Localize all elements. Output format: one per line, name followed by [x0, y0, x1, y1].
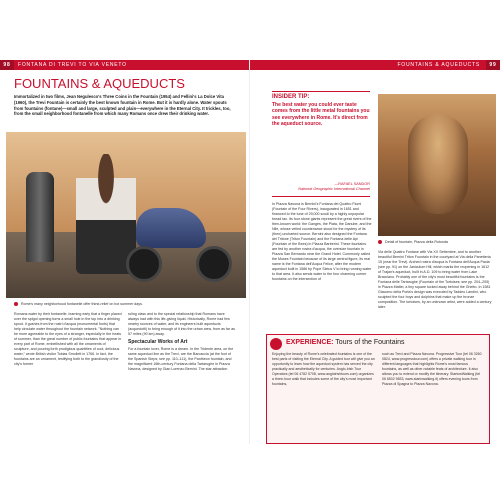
insider-rule-bottom	[272, 196, 370, 197]
left-column-1	[14, 312, 122, 369]
intro-paragraph: Immortalized in two films, Jean Negulesco's Three Coins in the Fountain (1954) and Fellini's La Dolce Vita (1960), the Trevi Fountain is certainly the best known fountain in Rome. But it is hardly alone. Water spouts from fountains (fontane)—small and large, sculpted and plain—everywhere in the Eternal City. It trickles, too, from the small neighborhood fontanelle from which many Romans once drew their drinking water.	[14, 94, 231, 117]
experience-column-2	[382, 352, 484, 387]
photo-caption-left: Rome's many neighborhood fontanelle offer thirst-relief on hot summer days.	[14, 302, 240, 306]
experience-badge-icon	[270, 338, 282, 350]
section-heading-works-of-art: Spectacular Works of Art	[128, 339, 188, 345]
left-col2-text-b: For a fountain lover, Rome is a dream. In the Tridente area, on the same aqueduct line as the Trevi, are the Barcaccia (at the foot of the Spanish Steps; see pp. 110–111), the Pantheon fountain, and the magnificent 16th-century Fontana della Tartarughe in Piazza Navona, designed by Gian Lorenzo Bernini. The star attraction	[128, 347, 234, 371]
left-col2-text: ruling class and to the special relationship that Romans have always had with this life-giving liquid. Historically, Rome had few nearby sources of water, and its engineers built aqueducts (acquedotti) to bring enough of it into the urban area, from as far as 57 miles (90 km) away.	[128, 312, 235, 336]
left-page	[0, 60, 250, 444]
running-head-text-left: FONTANA DI TREVI TO VIA VENETO	[18, 62, 127, 68]
experience-title	[286, 339, 405, 346]
insider-tip-title: INSIDER TIP:	[272, 94, 310, 100]
rotonda-fountain-photo	[378, 94, 496, 236]
right-column-2	[378, 250, 492, 312]
page-number-left: 98	[0, 60, 14, 70]
left-column-2	[128, 312, 236, 374]
experience-heading: Tours of the Fountains	[335, 339, 405, 346]
experience-label: EXPERIENCE:	[286, 339, 334, 346]
page-number-right: 99	[486, 60, 500, 70]
fontanella-figure	[26, 172, 54, 262]
top-margin	[0, 0, 500, 60]
insider-rule-top	[272, 91, 370, 92]
right-col2-text: Via delle Quattro Fontane with Via XX Settembre, and to another beautiful Bernini Triton Fountain in the courtyard at Via della Panetteria 15 (near the Trevi). Arched rostra d'acqua is Fontana dell'Acqua Paola (see pp. 91) on the Janiculum Hill, which marks the reopening in 1612 of Trajan's aqueduct, built in A.D. 109 to bring water from Lake Bracciano. Probably one of the city's most beautiful fountains is the Fontana delle Tartarughe (Fountain of the Tortoises; see pp. 204–205) in Piazza Mattei, a tiny square tucked away behind the Ghetto. In 1581 Giacomo della Porta's design was executed by Taddeo Landini, who sculpted the four boys and dolphins that make up the bronze composition. The tortoises, by an unknown artist, were added a century later.	[378, 250, 492, 309]
bottom-margin	[0, 444, 500, 500]
right-column-1	[272, 202, 372, 284]
running-head-text-right: FOUNTAINS & AQUEDUCTS	[397, 62, 480, 68]
experience-col1-text: Enjoying the beauty of Rome's celebrated fountains is one of the best parts of visiting the Eternal City. A guided tour will give you an opportunity to learn how the aqueduct system has served the city practically and aesthetically for centuries. Anglo-Irish Tour Operators (tel 06 4782 5708, www.angloirishtours.com) organizes a three-hour walk that includes some of the city's most important fountains,	[272, 352, 375, 386]
insider-credit	[272, 182, 370, 192]
statue-figure	[408, 114, 468, 214]
scooter-figure	[126, 202, 236, 282]
insider-tip-text: The best water you could ever taste comes from the little metal fountains you see everywhere in Rome. It's direct from the aqueduct source.	[272, 102, 370, 128]
left-col1-text: Romans water by their fontanelle, learning early that a finger placed over the spigot opening turns a small hole in the top into a drinking spout. It gushes from the rostri d'acqua (monumental fonts) that help circulate water throughout the fountain network. "Nothing can be more agreeable to the eyes of a stranger, especially in the heats of summer, than the great number of public fountains that appear in every part of Rome, embellished with all the ornaments of sculpture, and pouring forth prodigious quantities of cool, delicious water," wrote British visitor Tobias Smollett in 1766. In fact, the fountains are an ornament, testifying both to the grandiosity of the city's former	[14, 312, 122, 366]
running-head-right	[250, 60, 500, 70]
caption-bullet-icon	[14, 302, 18, 306]
experience-column-1	[272, 352, 376, 387]
caption-bullet-icon	[378, 240, 382, 244]
experience-col2-text: such as Trevi and Piazza Navona. Progressive Tour (tel 06 3260 0824, www.progresstour.com) offers a private walking tour in different languages that highlights Rome's most famous fountains, as well as other notable feats of architecture. It also allows you to extend or modify the itinerary. StartowWalking (tel 06 6502 9833, www.startowalking.it) offers evening tours from Piazza di Spagna to Piazza Navona.	[382, 352, 482, 386]
photo-caption-right: Detail of fountain, Piazza della Rotonda	[378, 240, 496, 244]
fontanelle-photo	[6, 132, 246, 298]
page-title: FOUNTAINS & AQUEDUCTS	[14, 76, 185, 91]
experience-box	[266, 334, 490, 444]
right-col1-text: In Piazza Navona is Bernini's Fontana dei Quattro Fiumi (Fountain of the Four Rivers), inaugurated in 1651 and financed to the tune of 29,000 scudi by a highly unpopular bread tax. Its four stone giants represent the great rivers of the then-known world: the Ganges, the Plata, the Danube, and the Nile, whose veiled countenance stood for the mystery of its (then) uncharted source. Bernini also designed the Fontana del Tritone (Triton Fountain) and the Fontana delle Api (Fountain of the Bees) in Piazza Barberini. These fountains are fed by another rostra d'acqua, the oversize fountain in Piazza San Bernardo near the Grand Hotel. Commonly called the Moses Fountain because of its large central figure, its real name is the Fontana dell'Acqua Felice, after the modern aqueduct built in 1586 by Pope Sixtus V to bring running water to that area. It also sends water to the four charming corner fountains on the intersection of	[272, 202, 372, 281]
running-head-left	[0, 60, 250, 70]
insider-credit-role: National Geographic International Channel	[298, 187, 370, 191]
insider-credit-name: —RAFAEL SANDOR	[334, 182, 370, 186]
